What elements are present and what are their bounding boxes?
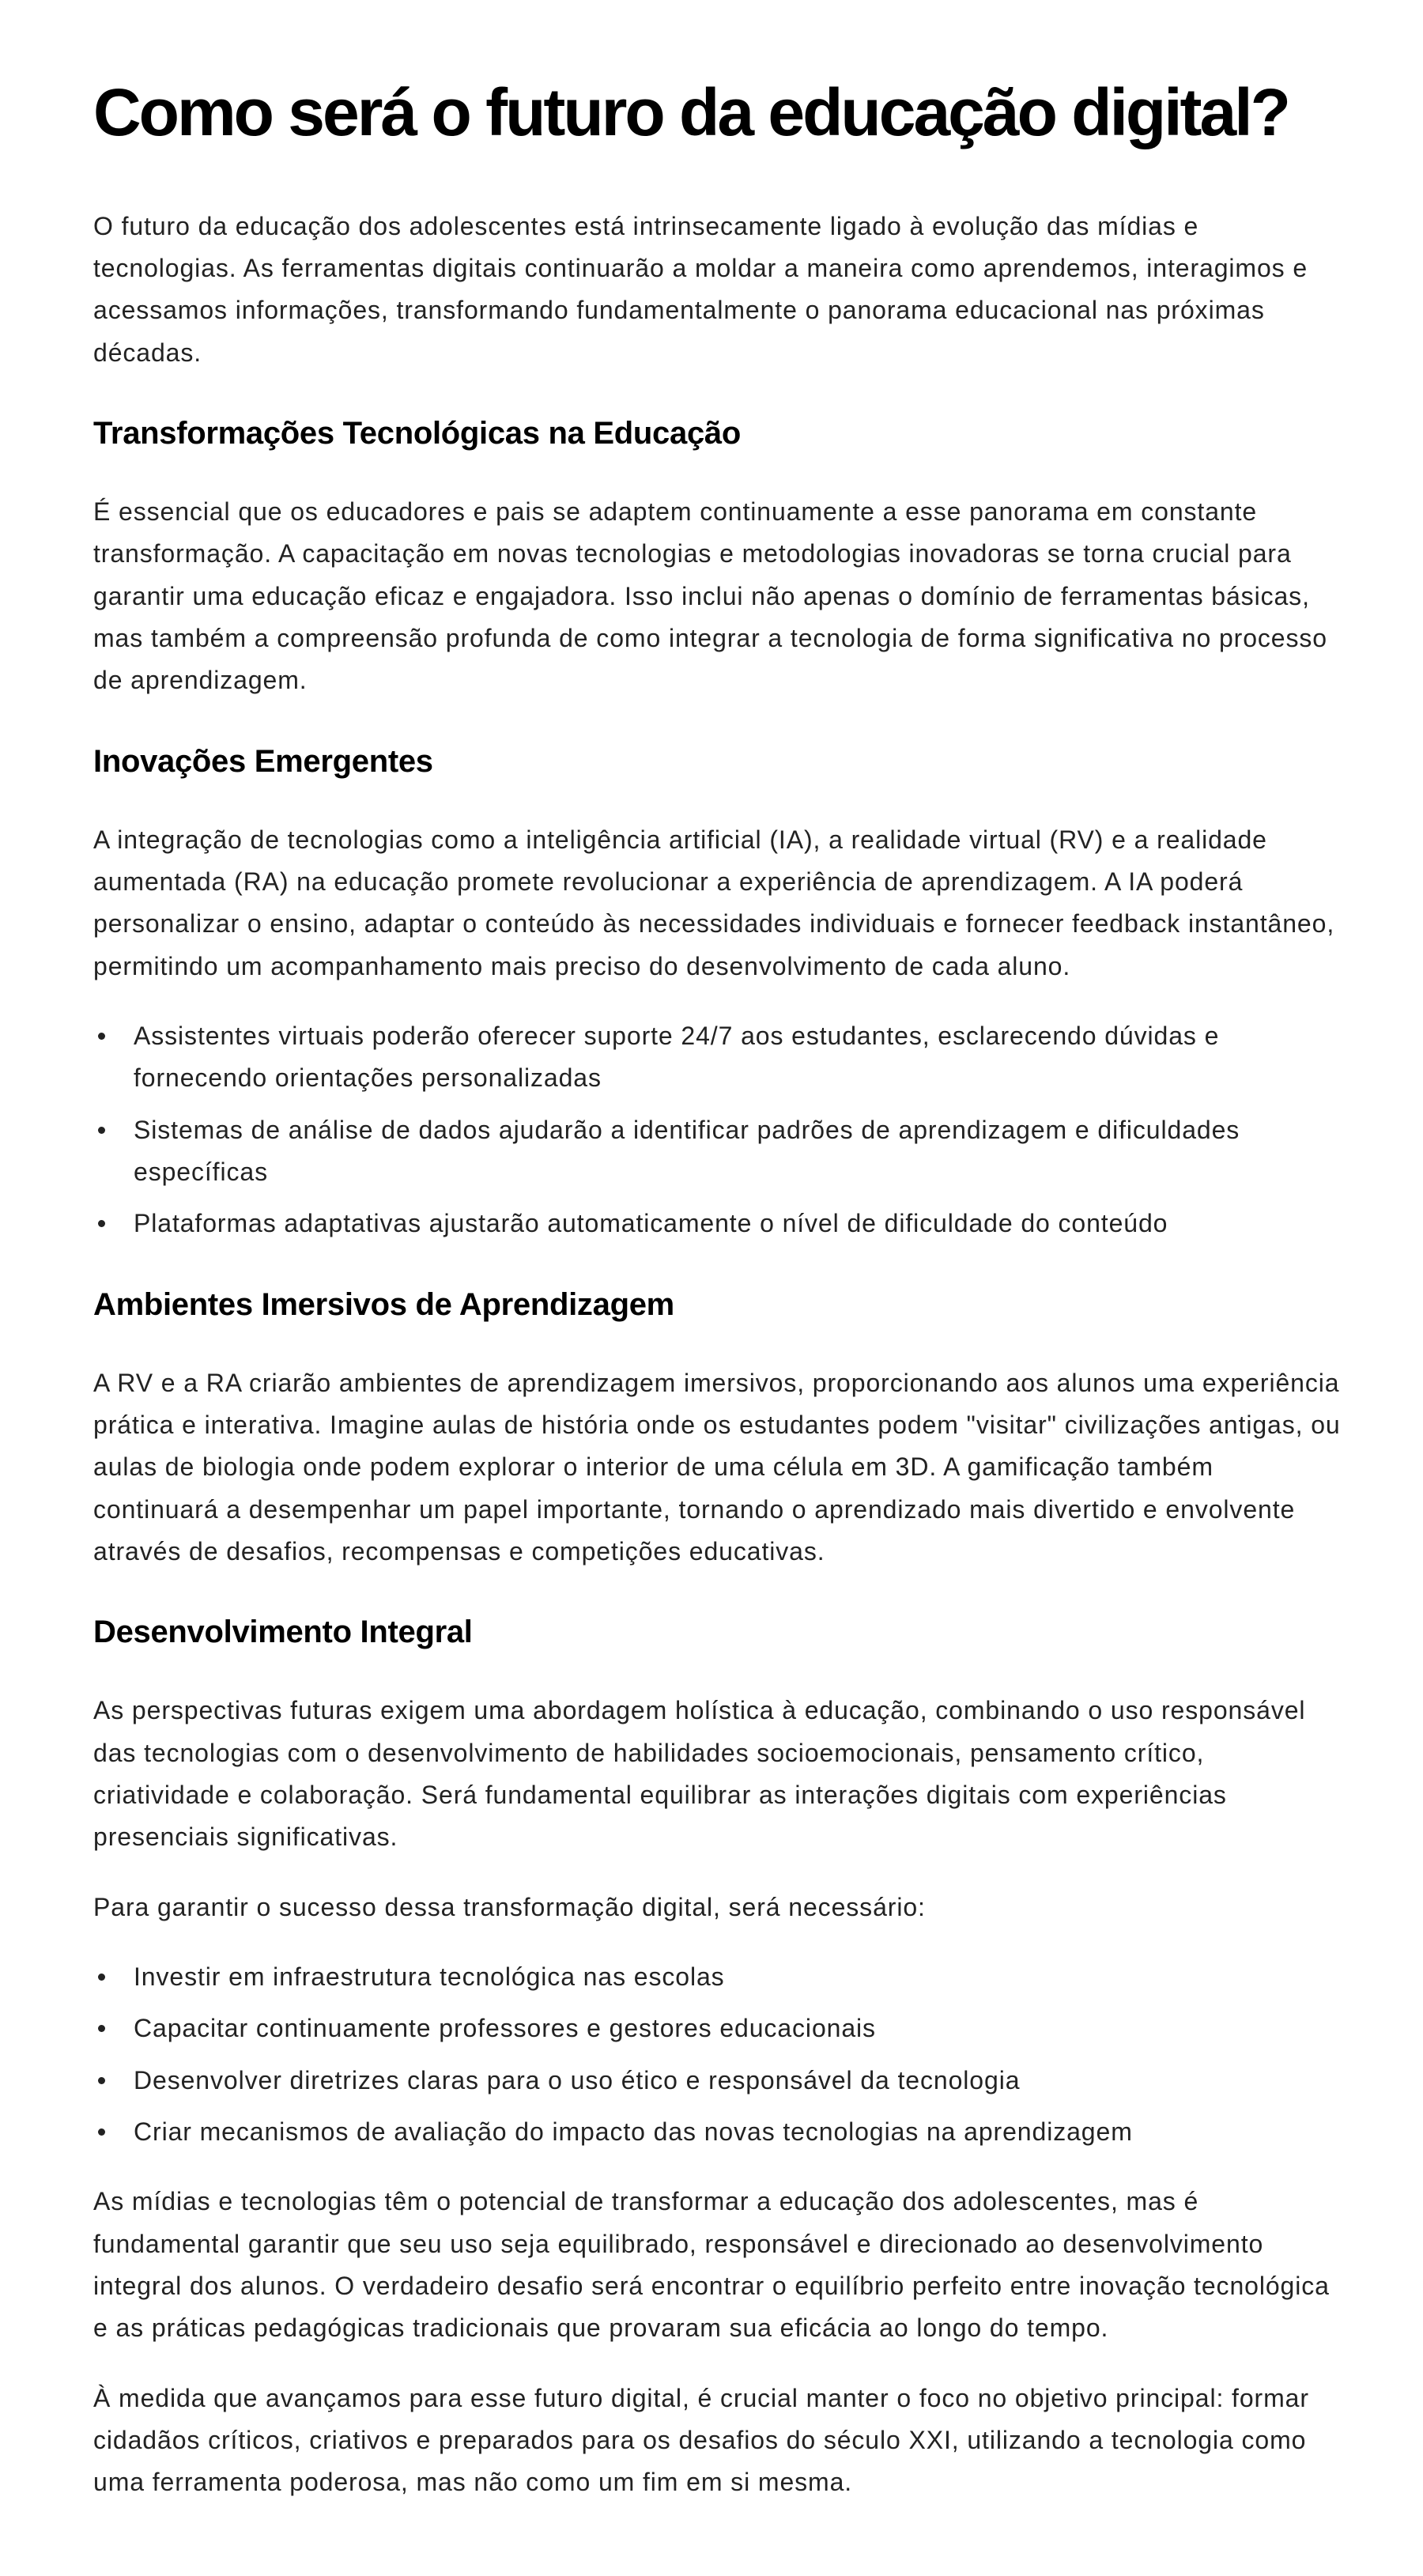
text-line: Desenvolver diretrizes claras para o uso ético e responsável da tecnologia	[134, 2065, 1021, 2094]
text-line: As mídias e tecnologias têm o potencial de transformar a educação dos adolescentes, mas é	[93, 2187, 1199, 2216]
paragraph-list-intro	[93, 1887, 1331, 1928]
section-heading: Desenvolvimento Integral	[93, 1615, 473, 1650]
bullet-icon	[98, 1033, 105, 1040]
text-line: A integração de tecnologias como a inteligência artificial (IA), a realidade virtual (RV) e a realidade	[93, 825, 1267, 854]
text-line: transformação. A capacitação em novas tecnologias e metodologias inovadoras se torna crucial para	[93, 539, 1292, 568]
text-line: aumentada (RA) na educação promete revolucionar a experiência de aprendizagem. A IA poderá	[93, 867, 1244, 897]
bullet-icon	[98, 1220, 105, 1227]
text-line: aulas de biologia onde podem explorar o interior de uma célula em 3D. A gamificação também	[93, 1452, 1214, 1482]
section-transformacoes	[93, 413, 1331, 702]
text-line: cidadãos críticos, criativos e preparados para os desafios do século XXI, utilizando a tecnologia como	[93, 2425, 1307, 2454]
bullet-icon	[98, 1127, 105, 1134]
list-item	[93, 1956, 1331, 1998]
text-line: A RV e a RA criarão ambientes de aprendizagem imersivos, proporcionando aos alunos uma experiência	[93, 1368, 1340, 1397]
paragraph	[93, 491, 1331, 702]
paragraph	[93, 2181, 1331, 2349]
text-line: Sistemas de análise de dados ajudarão a identificar padrões de aprendizagem e dificuldades	[134, 1115, 1240, 1144]
text-line: de aprendizagem.	[93, 666, 308, 695]
paragraph	[93, 1362, 1341, 1573]
section-desenvolvimento-integral	[93, 1611, 1331, 2503]
bullet-icon	[98, 2128, 105, 2136]
text-line: tecnologias. As ferramentas digitais continuarão a moldar a maneira como aprendemos, interagimos e	[93, 254, 1308, 283]
bullet-icon	[98, 1974, 105, 1981]
text-line: À medida que avançamos para esse futuro digital, é crucial manter o foco no objetivo principal: formar	[93, 2383, 1309, 2412]
text-line: Investir em infraestrutura tecnológica nas escolas	[134, 1962, 725, 1991]
list-item	[93, 2008, 1331, 2049]
list-item	[93, 1203, 1331, 1245]
bullet-list	[93, 1015, 1331, 1245]
paragraph	[93, 819, 1335, 988]
text-line: acessamos informações, transformando fundamentalmente o panorama educacional nas próximas	[93, 296, 1265, 325]
text-line: mas também a compreensão profunda de como integrar a tecnologia de forma significativa no processo	[93, 624, 1327, 653]
paragraph	[93, 1690, 1331, 1858]
section-heading: Inovações Emergentes	[93, 743, 433, 779]
list-item	[93, 2060, 1331, 2102]
bullet-icon	[98, 2025, 105, 2032]
page-title: Como será o futuro da educação digital?	[93, 75, 1289, 149]
text-line: presenciais significativas.	[93, 1822, 398, 1852]
text-line: As perspectivas futuras exigem uma abordagem holística à educação, combinando o uso responsável	[93, 1696, 1306, 1725]
text-line: continuará a desempenhar um papel importante, tornando o aprendizado mais divertido e envolvente	[93, 1494, 1296, 1524]
text-line: décadas.	[93, 338, 202, 367]
bullet-list	[93, 1956, 1331, 2153]
text-line: prática e interativa. Imagine aulas de história onde os estudantes podem "visitar" civilizações antigas, ou	[93, 1411, 1341, 1440]
text-line: Capacitar continuamente professores e gestores educacionais	[134, 2014, 876, 2043]
text-line: É essencial que os educadores e pais se adaptem continuamente a esse panorama em constante	[93, 497, 1258, 527]
text-line: através de desafios, recompensas e competições educativas.	[93, 1537, 825, 1566]
text-line: garantir uma educação eficaz e engajadora. Isso inclui não apenas o domínio de ferramentas básicas,	[93, 581, 1310, 610]
text-line: fundamental garantir que seu uso seja equilibrado, responsável e direcionado ao desenvolvimento	[93, 2229, 1264, 2258]
section-heading: Transformações Tecnológicas na Educação	[93, 416, 741, 451]
text-line: Plataformas adaptativas ajustarão automaticamente o nível de dificuldade do conteúdo	[134, 1209, 1168, 1238]
section-inovacoes	[93, 741, 1335, 1245]
intro-paragraph	[93, 206, 1331, 374]
list-item	[93, 1109, 1331, 1194]
text-line: permitindo um acompanhamento mais preciso do desenvolvimento de cada aluno.	[93, 951, 1071, 980]
section-ambientes-imersivos	[93, 1284, 1341, 1573]
list-item	[93, 2111, 1331, 2153]
section-heading: Ambientes Imersivos de Aprendizagem	[93, 1286, 674, 1322]
text-line: O futuro da educação dos adolescentes está intrinsecamente ligado à evolução das mídias e	[93, 211, 1199, 240]
list-item	[93, 1015, 1331, 1100]
text-line: uma ferramenta poderosa, mas não como um fim em si mesma.	[93, 2468, 853, 2497]
text-line: personalizar o ensino, adaptar o conteúdo às necessidades individuais e fornecer feedback instantâneo,	[93, 909, 1335, 939]
text-line: criatividade e colaboração. Será fundamental equilibrar as interações digitais com experiências	[93, 1781, 1227, 1809]
text-line: Para garantir o sucesso dessa transformação digital, será necessário:	[93, 1892, 926, 1921]
text-line: Assistentes virtuais poderão oferecer suporte 24/7 aos estudantes, esclarecendo dúvidas e	[134, 1022, 1220, 1051]
text-line: das tecnologias com o desenvolvimento de habilidades socioemocionais, pensamento crítico,	[93, 1738, 1205, 1767]
text-line: fornecendo orientações personalizadas	[134, 1063, 602, 1093]
text-line: e as práticas pedagógicas tradicionais que provaram sua eficácia ao longo do tempo.	[93, 2313, 1109, 2343]
text-line: Criar mecanismos de avaliação do impacto das novas tecnologias na aprendizagem	[134, 2117, 1133, 2146]
conclusion-paragraph	[93, 2378, 1331, 2504]
text-line: específicas	[134, 1158, 268, 1187]
bullet-icon	[98, 2077, 105, 2084]
text-line: integral dos alunos. O verdadeiro desafio será encontrar o equilíbrio perfeito entre inovação tecnológica	[93, 2271, 1330, 2300]
